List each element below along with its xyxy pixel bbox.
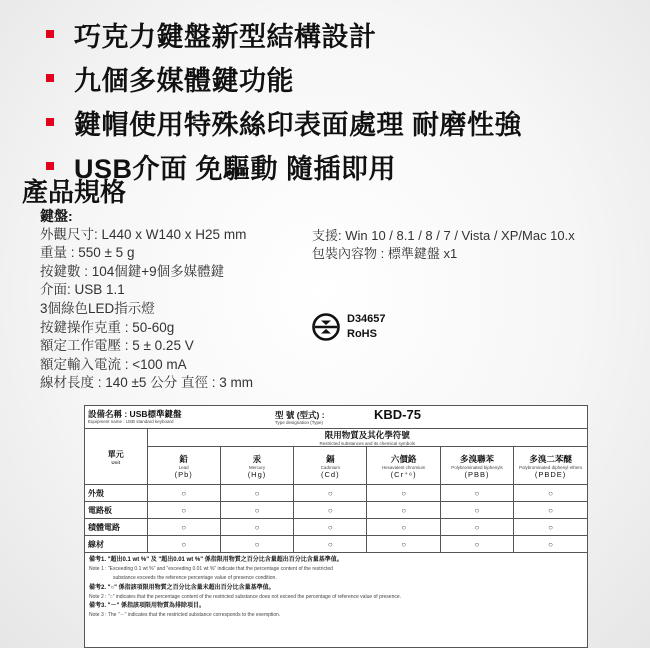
table-row: [85, 536, 587, 553]
feature-text: 九個多媒體鍵功能: [74, 65, 294, 96]
substance-mark: ○: [440, 485, 513, 502]
feature-text: USB介面 免驅動 隨插即用: [74, 153, 397, 184]
note-2-zh: 備考2. "○" 係指該項限用物質之百分比含量未超出百分比含量基準值。: [89, 584, 275, 591]
feature-text: 鍵帽使用特殊絲印表面處理 耐磨性強: [74, 109, 523, 140]
spec-line: 按鍵操作克重 : 50-60g: [40, 319, 175, 335]
substance-mark: ○: [367, 519, 440, 536]
spec-line: 3個綠色LED指示燈: [40, 300, 155, 316]
spec-line: 重量 : 550 ± 5 g: [40, 245, 135, 261]
table-title-row: [85, 429, 587, 447]
substance-mark: ○: [367, 485, 440, 502]
note-3-zh: 備考3. "－" 係指該項限用物質為排除項目。: [89, 603, 206, 610]
substance-header: 鉛 Lead (Pb): [147, 447, 220, 485]
spec-line: 外觀尺寸: L440 x W140 x H25 mm: [40, 226, 247, 242]
substance-mark: ○: [220, 502, 293, 519]
spec-line: 線材長度 : 140 ±5 公分 直徑 : 3 mm: [40, 375, 253, 391]
note-3-en: Note 3 : The "－" indicates that the restricted substance corresponds to the exemption.: [89, 612, 281, 619]
cert-code: D34657: [347, 313, 386, 325]
restricted-title: 限用物質及其化學符號 Restricted substances and its chemical symbols: [147, 429, 587, 447]
spec-line: 介面: USB 1.1: [40, 282, 125, 298]
note-1-en: Note 1 : "Exceeding 0.1 wt %" and "exceeding 0.01 wt %" indicate that the percentage content of the restricted: [89, 566, 333, 573]
substance-mark: ○: [220, 536, 293, 553]
unit-name: 積體電路: [85, 519, 147, 536]
table-row: [85, 485, 587, 502]
feature-list: [46, 12, 522, 188]
substance-mark: ○: [367, 536, 440, 553]
table-row: [85, 502, 587, 519]
device-name-en: Equipment name : USB standard keyboard: [88, 419, 174, 424]
unit-header: 單元 Unit: [85, 429, 147, 485]
substance-header-row: [85, 447, 587, 485]
substance-mark: ○: [367, 502, 440, 519]
spec-line: 額定工作電壓 : 5 ± 0.25 V: [40, 338, 194, 354]
substance-mark: ○: [147, 485, 220, 502]
substance-mark: ○: [440, 536, 513, 553]
substance-mark: ○: [294, 485, 367, 502]
declaration-header: [85, 406, 587, 429]
substance-header: 鎘 Cadmium (Cd): [294, 447, 367, 485]
unit-name: 外殼: [85, 485, 147, 502]
certification-mark: [311, 312, 386, 342]
substance-mark: ○: [294, 536, 367, 553]
red-square-bullet-icon: [46, 118, 54, 126]
rohs-declaration: [84, 405, 588, 648]
restricted-substance-table: [85, 429, 587, 553]
unit-name: 電路板: [85, 502, 147, 519]
table-row: [85, 519, 587, 536]
substance-mark: ○: [514, 536, 587, 553]
note-1-zh: 備考1. "超出0.1 wt %" 及 "超出0.01 wt %" 係指限用物質之百分比含量超出百分比含量基準值。: [89, 557, 343, 563]
spec-list: [40, 207, 253, 393]
spec-extra: [312, 227, 575, 262]
substance-mark: ○: [294, 519, 367, 536]
red-square-bullet-icon: [46, 74, 54, 82]
substance-mark: ○: [440, 502, 513, 519]
substance-mark: ○: [440, 519, 513, 536]
note-2-en: Note 2 : "○" indicates that the percentage content of the restricted substance does not exceed the percentage of reference value of presence.: [89, 593, 402, 600]
feature-text: 巧克力鍵盤新型結構設計: [74, 21, 377, 52]
feature-item: [46, 56, 522, 100]
red-square-bullet-icon: [46, 30, 54, 38]
substance-header: 六價鉻 Hexavalent chromium (Cr⁺⁶): [367, 447, 440, 485]
substance-header: 多溴聯苯 Polybrominated biphenyls (PBB): [440, 447, 513, 485]
red-square-bullet-icon: [46, 162, 54, 170]
type-label: 型 號 (型式) :: [275, 410, 325, 420]
substance-mark: ○: [294, 502, 367, 519]
substance-mark: ○: [514, 519, 587, 536]
substance-mark: ○: [514, 485, 587, 502]
substance-header: 汞 Mercury (Hg): [220, 447, 293, 485]
bsmi-certification-icon: [311, 312, 341, 342]
declaration-notes: [85, 553, 587, 620]
spec-subtitle: 鍵盤:: [40, 208, 73, 224]
device-name: 設備名稱 : USB標準鍵盤: [88, 409, 182, 419]
substance-mark: ○: [147, 519, 220, 536]
note-1-en-cont: substance exceeds the reference percentage value of presence condition.: [113, 575, 277, 582]
substance-mark: ○: [147, 502, 220, 519]
spec-line: 按鍵數 : 104個鍵+9個多媒體鍵: [40, 263, 225, 279]
feature-item: [46, 100, 522, 144]
substance-mark: ○: [147, 536, 220, 553]
spec-line: 包裝內容物 : 標準鍵盤 x1: [312, 245, 458, 261]
rohs-label: RoHS: [347, 328, 377, 340]
substance-mark: ○: [220, 519, 293, 536]
substance-mark: ○: [220, 485, 293, 502]
spec-line: 支援: Win 10 / 8.1 / 8 / 7 / Vista / XP/Mac 10.x: [312, 228, 575, 243]
feature-item: [46, 12, 522, 56]
substance-mark: ○: [514, 502, 587, 519]
substance-header: 多溴二苯醚 Polybrominated diphenyl ethers (PBDE): [514, 447, 587, 485]
spec-line: 額定輸入電流 : <100 mA: [40, 356, 187, 372]
unit-name: 線材: [85, 536, 147, 553]
model-number: KBD-75: [374, 407, 421, 422]
spec-title: 產品規格: [22, 177, 127, 207]
type-label-en: Type designation (Type): [275, 420, 324, 425]
